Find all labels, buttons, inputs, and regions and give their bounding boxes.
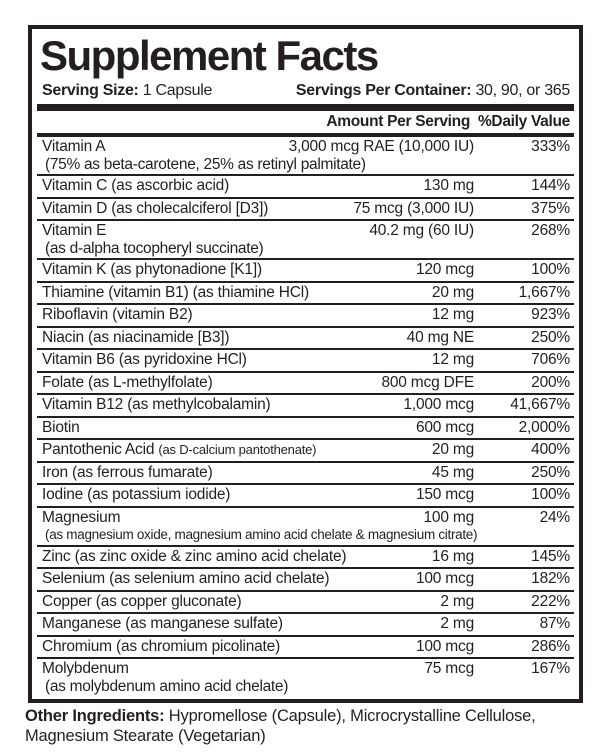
serving-size [42, 82, 212, 100]
nutrient-amount: 100 mg [423, 508, 474, 526]
divider-thick [37, 104, 574, 111]
nutrient-name: Magnesium [42, 508, 121, 526]
nutrient-row-main-line [42, 593, 570, 612]
nutrient-row-main-line [42, 396, 570, 415]
nutrient-row [37, 393, 574, 416]
nutrient-row [37, 174, 574, 197]
nutrient-row [37, 348, 574, 371]
nutrient-row [37, 303, 574, 326]
nutrient-row-main-line [42, 222, 570, 241]
nutrient-row-main-line [42, 351, 570, 370]
nutrient-row [37, 506, 574, 545]
nutrient-amount: 12 mg [431, 306, 474, 323]
nutrient-amount: 2 mg [440, 615, 474, 632]
nutrient-row [37, 635, 574, 658]
nutrient-name: Zinc (as zinc oxide & zinc amino acid chelate) [42, 547, 347, 565]
nutrient-name: Folate (as L-methylfolate) [42, 373, 213, 391]
nutrient-name: Vitamin A [42, 138, 106, 155]
other-ingredients [25, 706, 597, 746]
nutrient-source-note: (as magnesium oxide, magnesium amino acid chelate & magnesium citrate) [45, 527, 478, 542]
nutrient-row [37, 137, 574, 174]
nutrient-amount: 45 mg [431, 463, 474, 481]
nutrient-source-note: (as d-alpha tocopheryl succinate) [45, 239, 264, 257]
nutrient-amount: 3,000 mcg RAE (10,000 IU) [288, 138, 474, 155]
nutrient-daily-value: 375% [531, 199, 570, 217]
nutrient-amount: 16 mg [431, 547, 474, 565]
other-ingredients-text: Hypromellose (Capsule), Microcrystalline Cellulose, Magnesium Stearate (Vegetarian) [25, 707, 536, 745]
nutrient-amount: 100 mcg [415, 637, 474, 655]
nutrient-amount: 2 mg [440, 592, 474, 610]
nutrient-row [37, 219, 574, 258]
nutrient-row-main-line [42, 306, 570, 325]
nutrient-amount: 40 mg NE [406, 328, 474, 346]
nutrient-row [37, 197, 574, 220]
nutrient-daily-value: 2,000% [518, 418, 570, 436]
nutrient-daily-value: 706% [531, 351, 570, 368]
nutrient-row [37, 258, 574, 281]
nutrient-row [37, 590, 574, 613]
nutrient-source-note: (as molybdenum amino acid chelate) [45, 677, 289, 695]
nutrient-daily-value: 250% [531, 463, 570, 481]
nutrient-daily-value: 182% [531, 570, 570, 587]
serving-size-label: Serving Size: [42, 82, 139, 99]
nutrient-row-main-line [42, 138, 570, 157]
nutrient-name: Thiamine (vitamin B1) (as thiamine HCl) [42, 283, 309, 301]
nutrient-amount: 600 mcg [415, 418, 474, 436]
nutrient-row-main-line [42, 660, 570, 679]
nutrient-daily-value: 41,667% [510, 396, 570, 413]
nutrient-daily-value: 923% [531, 306, 570, 323]
nutrient-row [37, 416, 574, 439]
nutrient-daily-value: 222% [531, 592, 570, 610]
nutrient-amount: 75 mcg [424, 660, 474, 677]
nutrient-row [37, 657, 574, 696]
nutrient-amount: 12 mg [431, 351, 474, 368]
nutrient-daily-value: 400% [531, 441, 570, 458]
nutrient-amount: 130 mg [423, 177, 474, 194]
nutrient-name: Biotin [42, 418, 80, 436]
nutrient-row-main-line [42, 374, 570, 393]
column-header-row [32, 111, 579, 133]
nutrient-amount: 1,000 mcg [403, 396, 474, 413]
nutrient-daily-value: 200% [531, 373, 570, 391]
nutrient-table [37, 137, 574, 696]
nutrient-row-main-line [42, 261, 570, 280]
nutrient-row-main-line [42, 638, 570, 657]
nutrient-row [37, 461, 574, 484]
nutrient-amount: 150 mcg [415, 486, 474, 503]
nutrient-name: Vitamin B6 (as pyridoxine HCl) [42, 351, 247, 368]
nutrient-row-main-line [42, 615, 570, 634]
nutrient-daily-value: 144% [531, 177, 570, 194]
servings-per-container [296, 82, 570, 100]
servings-per-container-label: Servings Per Container: [295, 82, 472, 99]
nutrient-row-main-line [42, 570, 570, 589]
nutrient-name: Vitamin B12 (as methylcobalamin) [42, 396, 271, 413]
nutrient-name: Molybdenum [42, 660, 129, 677]
nutrient-amount: 20 mg [431, 283, 474, 301]
nutrient-name: Vitamin E [42, 222, 107, 239]
nutrient-daily-value: 87% [539, 615, 570, 632]
nutrient-row-main-line [42, 329, 570, 348]
nutrient-daily-value: 286% [531, 637, 570, 655]
nutrient-amount: 75 mcg (3,000 IU) [353, 199, 474, 217]
nutrient-name: Vitamin K (as phytonadione [K1]) [42, 261, 262, 278]
nutrient-daily-value: 333% [531, 138, 570, 155]
nutrient-source-note: (75% as beta-carotene, 25% as retinyl palmitate) [45, 155, 366, 173]
nutrient-name: Riboflavin (vitamin B2) [42, 306, 193, 323]
nutrient-row-main-line [42, 548, 570, 567]
nutrient-daily-value: 24% [539, 508, 570, 526]
nutrient-row [37, 326, 574, 349]
nutrient-row-main-line [42, 464, 570, 483]
nutrient-row-main-line [42, 486, 570, 505]
nutrient-name: Selenium (as selenium amino acid chelate) [42, 570, 330, 587]
nutrient-row-main-line [42, 441, 570, 460]
nutrient-name: Manganese (as manganese sulfate) [42, 615, 283, 632]
nutrient-name: Chromium (as chromium picolinate) [42, 637, 281, 655]
nutrient-amount: 100 mcg [415, 570, 474, 587]
nutrient-name: Copper (as copper gluconate) [42, 592, 242, 610]
nutrient-daily-value: 1,667% [518, 283, 570, 301]
nutrient-row-main-line [42, 200, 570, 219]
nutrient-daily-value: 167% [531, 660, 570, 677]
nutrient-row [37, 612, 574, 635]
nutrient-daily-value: 250% [531, 328, 570, 346]
nutrient-row-main-line [42, 509, 570, 528]
daily-value-column-header: %Daily Value [477, 113, 570, 130]
nutrient-row [37, 483, 574, 506]
nutrient-daily-value: 145% [531, 547, 570, 565]
serving-size-value: 1 Capsule [138, 82, 213, 99]
amount-column-header: Amount Per Serving [326, 113, 470, 130]
supplement-facts-panel [28, 25, 583, 703]
nutrient-amount: 20 mg [431, 441, 474, 458]
nutrient-row-main-line [42, 419, 570, 438]
nutrient-row [37, 371, 574, 394]
servings-per-container-value: 30, 90, or 365 [471, 82, 570, 99]
nutrient-name: Niacin (as niacinamide [B3]) [42, 328, 230, 346]
nutrient-name: Vitamin D (as cholecalciferol [D3]) [42, 199, 269, 217]
serving-info-row [32, 79, 579, 104]
nutrient-name: Vitamin C (as ascorbic acid) [42, 177, 230, 194]
nutrient-amount: 800 mcg DFE [381, 373, 474, 391]
nutrient-amount: 40.2 mg (60 IU) [369, 222, 474, 239]
nutrient-name: Pantothenic Acid (as D-calcium pantothenate) [42, 441, 317, 458]
nutrient-row-main-line [42, 177, 570, 196]
nutrient-name-detail: (as D-calcium pantothenate) [158, 442, 317, 457]
panel-title: Supplement Facts [40, 32, 378, 79]
nutrient-row [37, 567, 574, 590]
nutrient-row [37, 438, 574, 461]
nutrient-daily-value: 100% [531, 261, 570, 278]
nutrient-daily-value: 100% [531, 486, 570, 503]
nutrient-name: Iron (as ferrous fumarate) [42, 463, 213, 481]
nutrient-daily-value: 268% [531, 222, 570, 239]
nutrient-row-main-line [42, 284, 570, 303]
nutrient-row [37, 281, 574, 304]
other-ingredients-label: Other Ingredients: [25, 707, 165, 725]
nutrient-row [37, 545, 574, 568]
nutrient-name: Iodine (as potassium iodide) [42, 486, 231, 503]
nutrient-amount: 120 mcg [415, 261, 474, 278]
